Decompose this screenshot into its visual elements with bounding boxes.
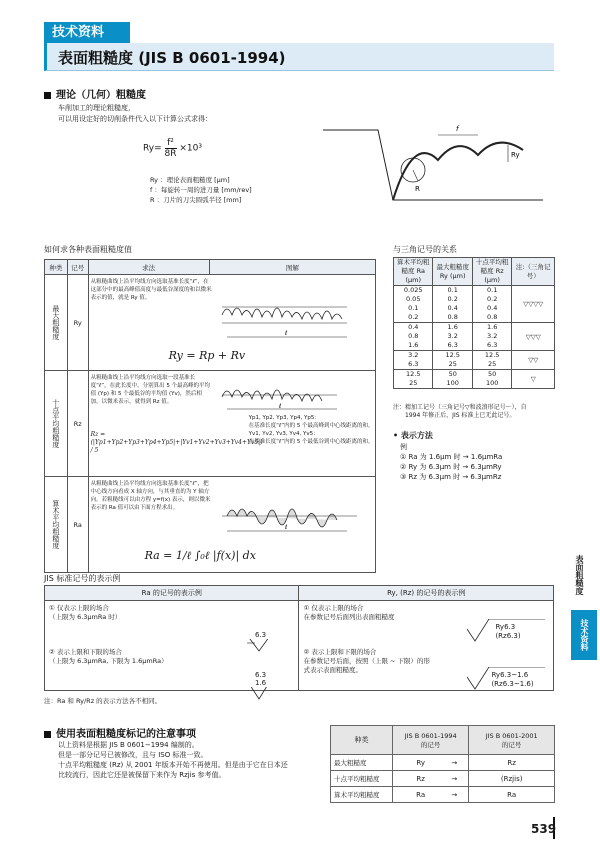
notation-heading: • 表示方法 <box>393 431 433 440</box>
theory-heading: 理论（几何）粗糙度 <box>44 86 146 101</box>
table-row: 最大粗糙度 Ry 从粗糙曲线上沿平均线方向选取基准长度“ℓ”，在这部分中的最高峰值高度与最低谷深度的和以微米表示的值，就是 Ry 值。 ℓ Ry = Rp + Rv <box>45 275 376 371</box>
theory-defs: Ry ：理论表面粗糙度 [μm] f ：每旋转一周的进刀量 [mm/rev] R ：刀片的刀尖圆弧半径 [mm] <box>150 176 252 204</box>
usage-table: 种类 JIS B 0601-1994 的记号 JIS B 0601-2001 的记号 最大粗糙度 Ry → Rz 十点平均粗糙度 Rz → (Rzjis) 算术平均粗糙度 Ra → Ra <box>330 725 555 803</box>
table-row: 最大粗糙度 Ry → Rz <box>331 755 555 771</box>
methods-table <box>44 259 376 573</box>
col-method: 求法 <box>88 260 209 275</box>
triangle-table: 算术平均粗糙度 Ra (μm) 最大粗糙度 Ry (μm) 十点平均粗糙度 Rz (μm) 注:（三角记号） 0.025 0.05 0.1 0.2 0.1 0.2 0.4 0.8 0.1 0.2 0.4 0.8 ▽▽▽▽ 0.4 0.8 1.6 1.6 3.2 6.3 1.6 3.2 6.3 ▽▽▽ 3.2 6.3 12.5 25 12.5 25 ▽▽ 12.5 25 50 100 50 100 ▽ <box>393 257 555 389</box>
ry-formula: Ry = Rp + Rv <box>168 349 246 362</box>
ra-formula: Ra = 1/ℓ ∫₀ℓ |f(x)| dx <box>144 549 256 562</box>
svg-text:ℓ: ℓ <box>284 330 288 337</box>
fig-label-r: R <box>415 185 420 193</box>
table-row: 12.5 25 50 100 50 100 ▽ <box>394 370 555 389</box>
usage-text: 以上资料是根据 JIS B 0601−1994 编制的。 但是一部分记号已被修改，且与 ISO 标准一致。 十点平均粗糙度 (Rz) 从 2001 年版本开始不再使用。但是由于它在日本还 比较流行，因此它还是被保留下来作为 Rzjis 参考值。 <box>58 741 288 779</box>
side-section-label: 表面粗糙度 <box>575 555 584 595</box>
side-tab[interactable]: 技术资料 <box>571 610 597 660</box>
fig-label-f: f <box>456 125 459 133</box>
svg-text:ℓ: ℓ <box>278 403 282 410</box>
table-row: 3.2 6.3 12.5 25 12.5 25 ▽▽ <box>394 351 555 370</box>
theory-diagram <box>318 105 548 215</box>
col-symbol: 记号 <box>67 260 88 275</box>
ra-cell-g1: 0.025 0.05 0.1 0.2 <box>394 286 433 323</box>
table-row: 十点平均粗糙度 Rz 从粗糙曲线上沿平均线方向选取一段基准长度“ℓ”，在此长度中，分别算出 5 个最高峰的平均值 (Yp) 和 5 个最低谷的平均值 (Yv)，然后相加，以微米表示，就得到 Rz 值。 ℓ Rz = (|Yp1+Yp2+Yp3+Yp4+Yp5|+|Yv1+Yv2+Yv3+Yv4+Yv5|) / 5 Yp1, Yp2, Yp3, Yp4, Yp5： 在基准长度“ℓ”内的 5 个最高峰到中心线距离的和。 Yv1, Yv2, Yv3, Yv4, Yv5： 在基准长度“ℓ”内的 5 个最低谷到中心线距离的和。 <box>45 371 376 477</box>
table-row: 0.4 0.8 1.6 1.6 3.2 6.3 1.6 3.2 6.3 ▽▽▽ <box>394 323 555 351</box>
triangle-note: 注：精加工记号（三角记号▽和波浪形记号～），自 1994 年修正后，JIS 标准上已无此记号。 <box>393 404 527 419</box>
col-figure: 图解 <box>209 260 375 275</box>
usage-heading: 使用表面粗糙度标记的注意事项 <box>44 725 196 740</box>
theory-formula: Ry= $\frac{\text{f²}}{8R}$ ×10³ <box>143 138 202 159</box>
table-row: 算术平均粗糙度 Ra 从粗糙曲线上沿平均线方向选取基准长度“ℓ”，把中心线方向看成 X 轴方向，与其垂直的为 Y 轴方向。若粗糙线可以由方程 y=f(x) 表示，则以微米表示的 Ra 值可以由下面方程求出。 ℓ Ra = 1/ℓ ∫₀ℓ |f(x)| dx <box>45 477 376 573</box>
category-tab: 技术资料 <box>44 22 130 43</box>
table-row: 十点平均粗糙度 Rz → (Rzjis) <box>331 771 555 787</box>
theory-intro: 车削加工的理论粗糙度， 可以用设定好的切削条件代入以下计算公式求得： <box>58 104 212 123</box>
methods-caption: 如何求各种表面粗糙度值 <box>44 245 132 254</box>
rz-formula: Rz = (|Yp1+Yp2+Yp3+Yp4+Yp5|+|Yv1+Yv2+Yv3+Yv4+Yv5|) / 5 <box>90 431 263 454</box>
page-number: 539 <box>531 822 557 836</box>
notation-list: 例 ① Ra 为 1.6μm 时 → 1.6μmRa ② Ry 为 6.3μm 时 → 6.3μmRy ③ Rz 为 6.3μm 时 → 6.3μmRz <box>400 443 503 481</box>
col-type: 种类 <box>45 260 68 275</box>
svg-text:ℓ: ℓ <box>284 524 288 531</box>
rz-notes: Yp1, Yp2, Yp3, Yp4, Yp5： 在基准长度“ℓ”内的 5 个最高峰到中心线距离的和。 Yv1, Yv2, Yv3, Yv4, Yv5： 在基准长度“ℓ”内的 5 个最低谷到中心线距离的和。 <box>248 415 374 445</box>
table-row: 0.025 0.05 0.1 0.2 0.1 0.2 0.4 0.8 0.1 0.2 0.4 0.8 ▽▽▽▽ <box>394 286 555 323</box>
page-title: 表面粗糙度 (JIS B 0601-1994) <box>58 49 286 67</box>
jis-note: 注：Ra 和 Ry/Rz 的表示方法各不相同。 <box>44 697 162 705</box>
triangle-caption: 与三角记号的关系 <box>393 245 457 254</box>
jis-caption: JIS 标准记号的表示例 <box>44 574 121 583</box>
fig-label-ry: Ry <box>511 151 520 159</box>
jis-table: Ra 的记号的表示例 Ry, (Rz) 的记号的表示例 ① 仅表示上限的场合 （上限为 6.3μmRa 时） ② 表示上限和下限的场合 （上限为 6.3μmRa, 下限为 1.6μmRa） 6.3 6.3 1.6 ① 仅表示上限的场合 在参数记号后面列出表面粗糙度 ② 表示上限和下限的场合 在参数记号后面，按照（上限 ~ 下限）的形 式表示表面粗糙度。 Ry6.3 (Rz6.3) Ry6.3~1.6 (Rz6.3~1.6) <box>44 585 554 691</box>
table-row: 算术平均粗糙度 Ra → Ra <box>331 787 555 803</box>
